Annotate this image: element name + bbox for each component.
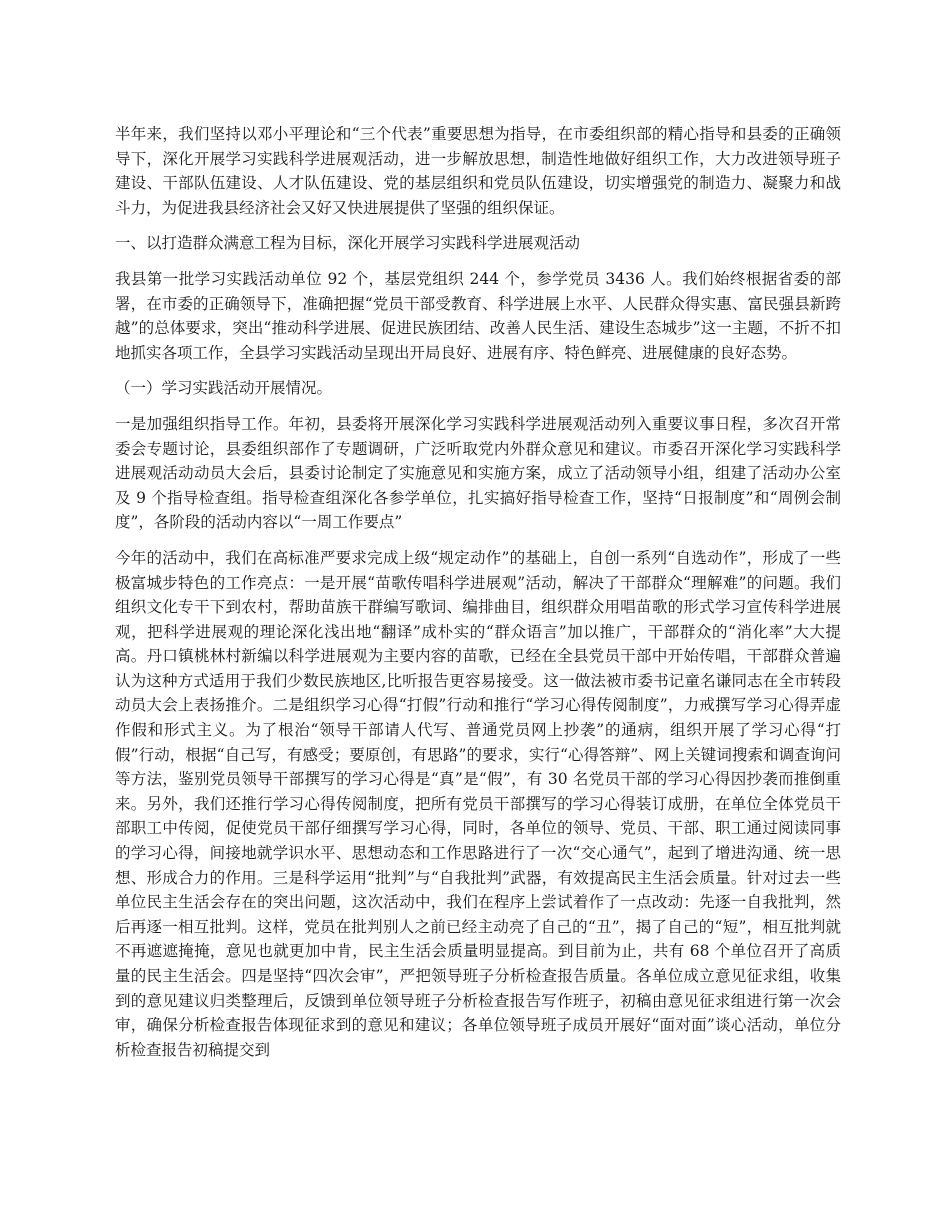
subsection-heading: （一）学习实践活动开展情况。 bbox=[115, 379, 333, 398]
section-heading: 一、以打造群众满意工程为目标，深化开展学习实践科学进展观活动 bbox=[115, 234, 581, 253]
organization-guidance-paragraph: 一是加强组织指导工作。年初，县委将开展深化学习实践科学进展观活动列入重要议事日程，多次召开常委会专题讨论，县委组织部作了专题调研，广泛听取党内外群众意见和建议。市委召开深化学习实践科学进展观活动动员大会后，县委讨论制定了实施意见和实施方案，成立了活动领导小组，组建了活动办公室及 9 个指导检查组。指导检查组深化各参学单位，扎实搞好指导检查工作，坚持“日报制度”和“周例会制度”，各阶段的活动内容以“一周工作要点” bbox=[115, 414, 841, 532]
statistics-paragraph: 我县第一批学习实践活动单位 92 个，基层党组织 244 个，参学党员 3436 人。我们始终根据省委的部署，在市委的正确领导下，准确把握“党员干部受教育、科学进展上水平、人民群众得实惠、富民强县新跨越”的总体要求，突出“推动科学进展、促进民族团结、改善人民生活、建设生态城步”这一主题，不折不扣地抓实各项工作，全县学习实践活动呈现出开局良好、进展有序、特色鲜亮、进展健康的良好态势。 bbox=[115, 269, 841, 362]
intro-paragraph: 半年来，我们坚持以邓小平理论和“三个代表”重要思想为指导，在市委组织部的精心指导和县委的正确领导下，深化开展学习实践科学进展观活动，进一步解放思想，制造性地做好组织工作，大力改进领导班子建设、干部队伍建设、人才队伍建设、党的基层组织和党员队伍建设，切实增强党的制造力、凝聚力和战斗力，为促进我县经济社会又好又快进展提供了坚强的组织保证。 bbox=[115, 125, 841, 217]
document-body bbox=[115, 122, 841, 1073]
activity-highlights-paragraph: 今年的活动中，我们在高标准严要求完成上级“规定动作”的基础上，自创一系列“自选动作”，形成了一些极富城步特色的工作亮点：一是开展“苗歌传唱科学进展观”活动，解决了干部群众“理解难”的问题。我们组织文化专干下到农村，帮助苗族干群编写歌词、编排曲目，组织群众用唱苗歌的形式学习宣传科学进展观，把科学进展观的理论深化浅出地“翻译”成朴实的“群众语言”加以推广，干部群众的“消化率”大大提高。丹口镇桃林村新编以科学进展观为主要内容的苗歌，已经在全县党员干部中开始传唱，干部群众普遍认为这种方式适用于我们少数民族地区,比听报告更容易接受。这一做法被市委书记童名谦同志在全市转段动员大会上表扬推介。二是组织学习心得“打假”行动和推行“学习心得传阅制度”，力戒撰写学习心得弄虚作假和形式主义。为了根治“领导干部请人代写、普通党员网上抄袭”的通病，组织开展了学习心得“打假”行动，根据“自己写，有感受；要原创，有思路”的要求，实行“心得答辩”、网上关键词搜索和调查询问等方法，鉴别党员领导干部撰写的学习心得是“真”是“假”，有 30 名党员干部的学习心得因抄袭而推倒重来。另外，我们还推行学习心得传阅制度，把所有党员干部撰写的学习心得装订成册，在单位全体党员干部职工中传阅，促使党员干部仔细撰写学习心得，同时，各单位的领导、党员、干部、职工通过阅读同事的学习心得，间接地就学识水平、思想动态和工作思路进行了一次“交心通气”，起到了增进沟通、统一思想、形成合力的作用。三是科学运用“批判”与“自我批判”武器，有效提高民主生活会质量。针对过去一些单位民主生活会存在的突出问题，这次活动中，我们在程序上尝试着作了一点改动：先逐一自我批判，然后再逐一相互批判。这样，党员在批判别人之前已经主动亮了自己的“丑”，揭了自己的“短”，相互批判就不再遮遮掩掩，意见也就更加中肯，民主生活会质量明显提高。到目前为止，共有 68 个单位召开了高质量的民主生活会。四是坚持“四次会审”，严把领导班子分析检查报告质量。各单位成立意见征求组，收集到的意见建议归类整理后，反馈到单位领导班子分析检查报告写作班子，初稿由意见征求组进行第一次会审，确保分析检查报告体现征求到的意见和建议；各单位领导班子成员开展好“面对面”谈心活动，单位分析检查报告初稿提交到 bbox=[115, 548, 841, 1059]
